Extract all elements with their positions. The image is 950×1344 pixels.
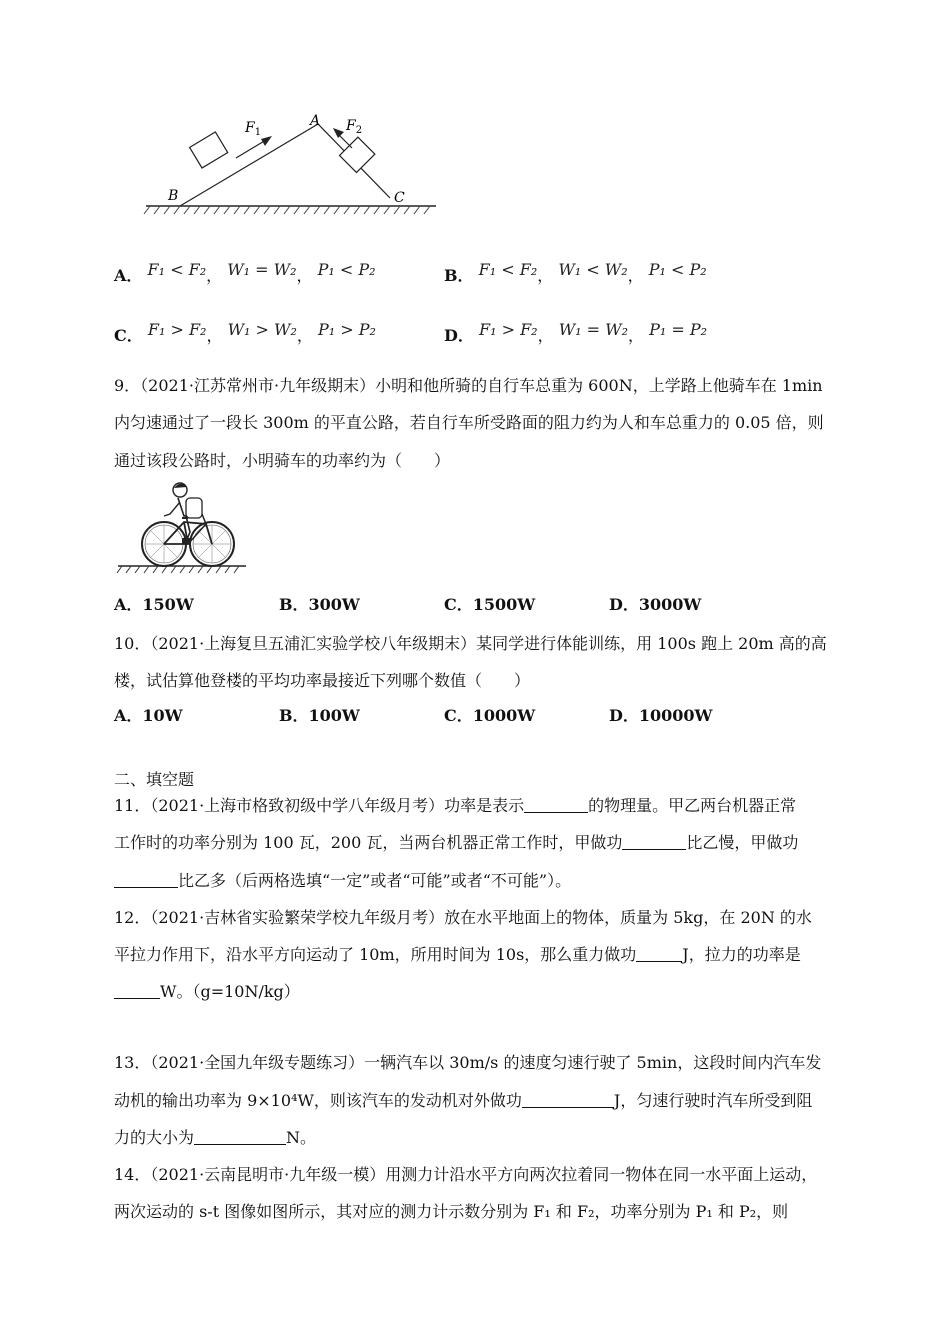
q11-blank-3[interactable] xyxy=(114,871,178,888)
q12-line-2: 平拉力作用下，沿水平方向运动了 10m，所用时间为 10s，那么重力做功 J，拉力的功率是 xyxy=(114,945,801,964)
label-C: C xyxy=(394,190,405,206)
q13-line-1: 13．（2021·全国九年级专题练习）一辆汽车以 30m/s 的速度匀速行驶了 5min，这段时间内汽车发 xyxy=(114,1053,822,1072)
q9-line-1: 9．（2021·江苏常州市·九年级期末）小明和他所骑的自行车总重为 600N，上学路上他骑车在 1min xyxy=(114,376,823,395)
q11-line-2: 工作时的功率分别为 100 瓦，200 瓦，当两台机器正常工作时，甲做功 比乙慢，甲做功 xyxy=(114,833,799,852)
q10-option-b[interactable]: B．100W xyxy=(279,706,360,725)
incline-figure xyxy=(140,108,440,218)
q10-line-1: 10．（2021·上海复旦五浦汇实验学校八年级期末）某同学进行体能训练，用 100s 跑上 20m 高的高 xyxy=(114,634,827,653)
cyclist-figure xyxy=(114,480,250,578)
q12-line-1: 12．（2021·吉林省实验繁荣学校九年级月考）放在水平地面上的物体，质量为 5kg，在 20N 的水 xyxy=(114,908,812,927)
q11-blank-1[interactable] xyxy=(524,796,588,813)
label-F1: $F_1$ xyxy=(245,120,262,138)
q13-blank-1[interactable] xyxy=(522,1091,614,1108)
q8-option-a[interactable]: A． F₁ < F₂， W₁ = W₂， P₁ < P₂ xyxy=(114,260,376,285)
q12-blank-1[interactable] xyxy=(636,945,682,962)
q9-line-2: 内匀速通过了一段长 300m 的平直公路，若自行车所受路面的阻力约为人和车总重力的 0.05 倍，则 xyxy=(114,413,824,432)
q9-option-b[interactable]: B．300W xyxy=(279,595,360,614)
q12-line-3: W。（g=10N/kg） xyxy=(114,980,300,1004)
q10-line-2: 楼，试估算他登楼的平均功率最接近下列哪个数值（ ） xyxy=(114,671,531,690)
label-B: B xyxy=(168,188,179,204)
q10-option-d[interactable]: D．10000W xyxy=(609,706,713,725)
q13-line-3: 力的大小为 N。 xyxy=(114,1128,317,1147)
q9-option-a[interactable]: A．150W xyxy=(114,595,194,614)
q13-line-2: 动机的输出功率为 9×10⁴W，则该汽车的发动机对外做功 J，匀速行驶时汽车所受到阻 xyxy=(114,1091,813,1110)
section-heading: 二、填空题 xyxy=(114,770,195,789)
q11-line-3: 比乙多（后两格选填“一定”或者“可能”或者“不可能”）。 xyxy=(114,869,571,893)
q10-option-c[interactable]: C．1000W xyxy=(444,706,536,725)
q11-blank-2[interactable] xyxy=(622,833,686,850)
q12-blank-2[interactable] xyxy=(114,982,160,999)
q13-blank-2[interactable] xyxy=(194,1128,286,1145)
q9-option-d[interactable]: D．3000W xyxy=(609,595,702,614)
label-A: A xyxy=(310,113,321,129)
q8-option-b[interactable]: B． F₁ < F₂， W₁ < W₂， P₁ < P₂ xyxy=(444,260,707,285)
q9-line-3: 通过该段公路时，小明骑车的功率约为（ ） xyxy=(114,451,451,470)
q9-option-c[interactable]: C．1500W xyxy=(444,595,536,614)
q8-option-d[interactable]: D． F₁ > F₂， W₁ = W₂， P₁ = P₂ xyxy=(444,320,708,345)
q8-option-c[interactable]: C． F₁ > F₂， W₁ > W₂， P₁ > P₂ xyxy=(114,320,376,345)
q14-line-1: 14．（2021·云南昆明市·九年级一模）用测力计沿水平方向两次拉着同一物体在同一水平面上运动， xyxy=(114,1165,818,1184)
q11-line-1: 11．（2021·上海市格致初级中学八年级月考）功率是表示 的物理量。甲乙两台机器正常 xyxy=(114,796,797,815)
q10-option-a[interactable]: A．10W xyxy=(114,706,183,725)
q14-line-2: 两次运动的 s-t 图像如图所示，其对应的测力计示数分别为 F₁ 和 F₂，功率分别为 P₁ 和 P₂，则 xyxy=(114,1202,789,1221)
label-F2: $F_2$ xyxy=(346,118,363,136)
